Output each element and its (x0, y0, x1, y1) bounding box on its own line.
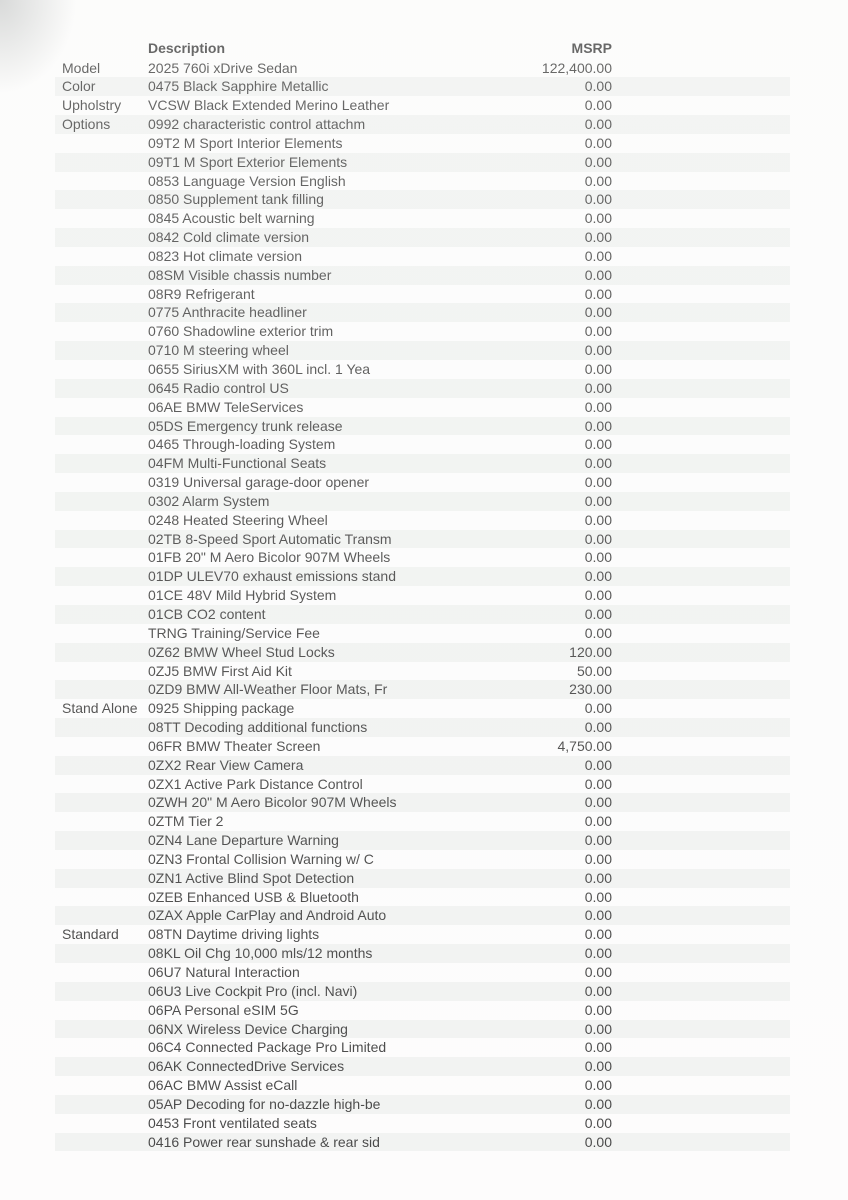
option-description: 0842 Cold climate version (148, 229, 310, 246)
option-msrp-value: 0.00 (584, 624, 612, 641)
option-msrp-value: 0.00 (584, 191, 612, 208)
option-description: 08SM Visible chassis number (148, 266, 332, 283)
table-row (55, 888, 790, 907)
table-row (55, 775, 790, 794)
table-row (55, 134, 790, 153)
table-row (55, 341, 790, 360)
option-msrp-value: 0.00 (584, 247, 612, 264)
option-msrp-value: 0.00 (584, 379, 612, 396)
table-row (55, 360, 790, 379)
table-row (55, 209, 790, 228)
option-description: 0ZJ5 BMW First Aid Kit (148, 662, 292, 679)
option-msrp-value: 0.00 (584, 964, 612, 980)
option-description: 0416 Power rear sunshade & rear sid (148, 1133, 380, 1150)
option-description: 08R9 Refrigerant (148, 285, 255, 302)
option-description: 0ZN1 Active Blind Spot Detection (148, 869, 355, 886)
table-row (55, 662, 790, 681)
option-description: 0Z62 BMW Wheel Stud Locks (148, 643, 335, 660)
option-msrp-value: 0.00 (584, 1077, 612, 1094)
option-description: 0ZN4 Lane Departure Warning (148, 832, 339, 849)
option-msrp-value: 0.00 (584, 116, 612, 133)
table-row (55, 398, 790, 417)
option-description: 01CE 48V Mild Hybrid System (148, 587, 337, 604)
vehicle-options-table (55, 39, 790, 1151)
option-msrp-value: 0.00 (584, 97, 612, 114)
option-description: VCSW Black Extended Merino Leather (148, 97, 390, 114)
table-row (55, 1076, 790, 1095)
table-row (55, 303, 790, 322)
option-msrp-value: 0.00 (584, 436, 612, 453)
table-row (55, 417, 790, 436)
option-msrp-value: 0.00 (584, 1001, 612, 1018)
option-msrp-value: 120.00 (569, 643, 612, 660)
option-msrp-value: 0.00 (584, 398, 612, 415)
table-row (55, 59, 790, 78)
option-description: 08KL Oil Chg 10,000 mls/12 months (148, 945, 373, 962)
category-label: Color (62, 78, 96, 95)
table-row (55, 1038, 790, 1057)
option-msrp-value: 0.00 (584, 813, 612, 830)
option-msrp-value: 0.00 (584, 1058, 612, 1075)
option-description: 06PA Personal eSIM 5G (148, 1001, 299, 1018)
option-description: 0ZWH 20" M Aero Bicolor 907M Wheels (148, 794, 397, 811)
option-description: TRNG Training/Service Fee (148, 624, 320, 641)
option-description: 0853 Language Version English (148, 172, 346, 189)
table-row (55, 1114, 790, 1133)
table-row (55, 548, 790, 567)
table-row (55, 1020, 790, 1039)
option-msrp-value: 0.00 (584, 455, 612, 472)
category-label: Upholstry (62, 97, 122, 114)
table-row (55, 982, 790, 1001)
table-header-row (55, 39, 790, 59)
option-msrp-value: 0.00 (584, 172, 612, 189)
table-row (55, 850, 790, 869)
option-description: 2025 760i xDrive Sedan (148, 59, 298, 76)
option-description: 0925 Shipping package (148, 700, 295, 717)
option-description: 04FM Multi-Functional Seats (148, 455, 327, 472)
option-msrp-value: 0.00 (584, 719, 612, 736)
option-description: 0ZTM Tier 2 (148, 813, 224, 830)
option-msrp-value: 0.00 (584, 1133, 612, 1150)
category-label: Model (62, 59, 101, 76)
option-msrp-value: 0.00 (584, 888, 612, 905)
table-row (55, 737, 790, 756)
table-row (55, 322, 790, 341)
option-description: 09T1 M Sport Exterior Elements (148, 153, 348, 170)
option-description: 01DP ULEV70 exhaust emissions stand (148, 568, 396, 585)
table-row (55, 793, 790, 812)
option-msrp-value: 0.00 (584, 361, 612, 377)
table-row (55, 869, 790, 888)
table-row (55, 530, 790, 549)
option-msrp-value: 0.00 (584, 153, 612, 170)
option-msrp-value: 0.00 (584, 907, 612, 924)
table-row (55, 680, 790, 699)
option-msrp-value: 122,400.00 (541, 59, 612, 76)
option-msrp-value: 0.00 (584, 1095, 612, 1112)
option-description: 0ZD9 BMW All-Weather Floor Mats, Fr (148, 681, 388, 698)
option-msrp-value: 0.00 (584, 982, 612, 999)
table-row (55, 454, 790, 473)
option-msrp-value: 0.00 (584, 323, 612, 340)
table-row (55, 266, 790, 285)
table-body (55, 59, 790, 1152)
option-msrp-value: 0.00 (584, 530, 612, 547)
option-description: 06AC BMW Assist eCall (148, 1077, 298, 1094)
category-label: Options (62, 116, 111, 133)
option-msrp-value: 0.00 (584, 342, 612, 359)
option-description: 0645 Radio control US (148, 379, 289, 396)
table-row (55, 831, 790, 850)
table-row (55, 1133, 790, 1152)
option-description: 06U7 Natural Interaction (148, 964, 300, 980)
option-description: 0302 Alarm System (148, 492, 270, 509)
option-description: 0845 Acoustic belt warning (148, 210, 315, 227)
description-column-header: Description (148, 40, 226, 57)
table-row (55, 473, 790, 492)
option-msrp-value: 0.00 (584, 568, 612, 585)
option-msrp-value: 0.00 (584, 1114, 612, 1131)
option-msrp-value: 0.00 (584, 285, 612, 302)
option-msrp-value: 0.00 (584, 1039, 612, 1056)
option-description: 06AK ConnectedDrive Services (148, 1058, 345, 1075)
table-row (55, 228, 790, 247)
table-row (55, 96, 790, 115)
table-row (55, 1095, 790, 1114)
table-row (55, 435, 790, 454)
option-description: 0775 Anthracite headliner (148, 304, 307, 321)
table-row (55, 567, 790, 586)
table-row (55, 756, 790, 775)
option-description: 0760 Shadowline exterior trim (148, 323, 334, 340)
table-row (55, 718, 790, 737)
option-msrp-value: 0.00 (584, 210, 612, 227)
option-description: 0475 Black Sapphire Metallic (148, 78, 329, 95)
option-description: 0ZAX Apple CarPlay and Android Auto (148, 907, 387, 924)
table-row (55, 115, 790, 134)
option-msrp-value: 0.00 (584, 266, 612, 283)
option-msrp-value: 0.00 (584, 549, 612, 566)
option-description: 0ZN3 Frontal Collision Warning w/ C (148, 850, 374, 867)
option-msrp-value: 0.00 (584, 1020, 612, 1037)
option-description: 08TT Decoding additional functions (148, 719, 368, 736)
option-description: 0465 Through-loading System (148, 436, 336, 453)
option-description: 0ZEB Enhanced USB & Bluetooth (148, 888, 359, 905)
category-label: Standard (62, 926, 119, 943)
option-msrp-value: 0.00 (584, 775, 612, 792)
option-description: 06C4 Connected Package Pro Limited (148, 1039, 387, 1056)
option-description: 0ZX2 Rear View Camera (148, 756, 304, 773)
category-label: Stand Alone (62, 700, 138, 717)
option-msrp-value: 4,750.00 (557, 737, 612, 754)
table-row (55, 586, 790, 605)
table-row (55, 285, 790, 304)
option-msrp-value: 0.00 (584, 492, 612, 509)
table-row (55, 699, 790, 718)
table-row (55, 1001, 790, 1020)
option-msrp-value: 0.00 (584, 78, 612, 95)
option-description: 0850 Supplement tank filling (148, 191, 324, 208)
option-msrp-value: 0.00 (584, 945, 612, 962)
option-description: 0655 SiriusXM with 360L incl. 1 Yea (148, 361, 371, 377)
table-row (55, 153, 790, 172)
table-row (55, 77, 790, 96)
option-description: 01FB 20" M Aero Bicolor 907M Wheels (148, 549, 391, 566)
table-row (55, 624, 790, 643)
option-description: 0248 Heated Steering Wheel (148, 511, 328, 528)
table-row (55, 492, 790, 511)
table-row (55, 944, 790, 963)
option-msrp-value: 0.00 (584, 304, 612, 321)
option-description: 06FR BMW Theater Screen (148, 737, 321, 754)
option-msrp-value: 0.00 (584, 417, 612, 434)
option-msrp-value: 0.00 (584, 229, 612, 246)
option-msrp-value: 0.00 (584, 511, 612, 528)
table-row (55, 511, 790, 530)
option-msrp-value: 0.00 (584, 134, 612, 151)
option-description: 08TN Daytime driving lights (148, 926, 320, 943)
option-description: 09T2 M Sport Interior Elements (148, 134, 343, 151)
table-row (55, 605, 790, 624)
option-msrp-value: 0.00 (584, 756, 612, 773)
table-row (55, 379, 790, 398)
table-row (55, 1057, 790, 1076)
option-description: 06AE BMW TeleServices (148, 398, 304, 415)
option-msrp-value: 0.00 (584, 474, 612, 491)
option-description: 0ZX1 Active Park Distance Control (148, 775, 363, 792)
table-row (55, 963, 790, 982)
option-description: 02TB 8-Speed Sport Automatic Transm (148, 530, 392, 547)
option-msrp-value: 0.00 (584, 832, 612, 849)
option-msrp-value: 0.00 (584, 850, 612, 867)
option-description: 06NX Wireless Device Charging (148, 1020, 348, 1037)
option-description: 0823 Hot climate version (148, 247, 303, 264)
option-description: 0319 Universal garage-door opener (148, 474, 370, 491)
option-msrp-value: 0.00 (584, 794, 612, 811)
table-row (55, 172, 790, 191)
option-description: 06U3 Live Cockpit Pro (incl. Navi) (148, 982, 358, 999)
option-msrp-value: 0.00 (584, 605, 612, 622)
table-row (55, 247, 790, 266)
option-description: 0710 M steering wheel (148, 342, 289, 359)
option-msrp-value: 230.00 (569, 681, 612, 698)
table-row (55, 925, 790, 944)
table-row (55, 906, 790, 925)
option-msrp-value: 0.00 (584, 587, 612, 604)
option-description: 05AP Decoding for no-dazzle high-be (148, 1095, 381, 1112)
table-row (55, 643, 790, 662)
msrp-column-header: MSRP (571, 40, 612, 57)
option-description: 01CB CO2 content (148, 605, 266, 622)
table-row (55, 190, 790, 209)
option-description: 0992 characteristic control attachm (148, 116, 366, 133)
option-description: 0453 Front ventilated seats (148, 1114, 317, 1131)
option-msrp-value: 50.00 (576, 662, 612, 679)
option-msrp-value: 0.00 (584, 869, 612, 886)
option-description: 05DS Emergency trunk release (148, 417, 343, 434)
option-msrp-value: 0.00 (584, 926, 612, 943)
option-msrp-value: 0.00 (584, 700, 612, 717)
table-row (55, 812, 790, 831)
